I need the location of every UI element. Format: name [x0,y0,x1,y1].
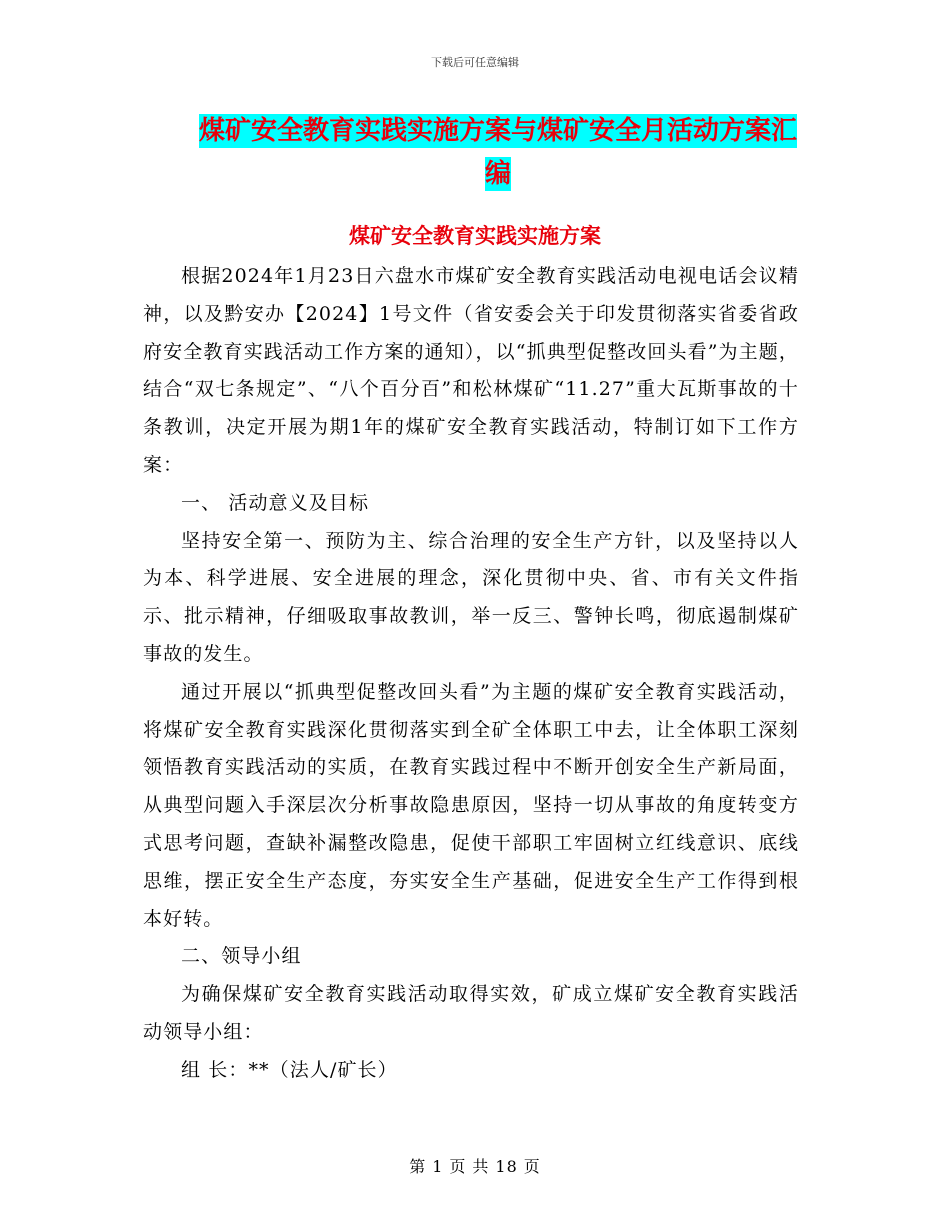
paragraph-intro: 根据2024年1月23日六盘水市煤矿安全教育实践活动电视电话会议精神，以及黔安办【2024】1号文件（省安委会关于印发贯彻落实省委省政府安全教育实践活动工作方案的通知），以“抓典型促整改回头看”为主题，结合“双七条规定”、“八个百分百”和松林煤矿“11.27”重大瓦斯事故的十条教训，决定开展为期1年的煤矿安全教育实践活动，特制订如下工作方案： [143,265,799,476]
document-title-line1: 煤矿安全教育实践实施方案与煤矿安全月活动方案汇 [198,116,797,146]
leader-line: 组 长：**（法人/矿长） [181,1058,398,1081]
footer-suffix: 页 [523,1157,541,1176]
document-title [192,110,804,196]
paragraph-goal: 通过开展以“抓典型促整改回头看”为主题的煤矿安全教育实践活动，将煤矿安全教育实践深化贯彻落实到全矿全体职工中去，让全体职工深刻领悟教育实践活动的实质，在教育实践过程中不断开创安全生产新局面，从典型问题入手深层次分析事故隐患原因，坚持一切从事故的角度转变方式思考问题，查缺补漏整改隐患，促使干部职工牢固树立红线意识、底线思维，摆正安全生产态度，夯实安全生产基础，促进安全生产工作得到根本好转。 [143,680,799,930]
document-body [143,258,799,1090]
heading-purpose: 一、 活动意义及目标 [181,491,370,514]
heading-leadership: 二、领导小组 [181,945,302,968]
footer-total-prefix: 共 [472,1157,490,1176]
document-title-line2: 编 [484,159,511,189]
footer-prefix: 第 [409,1157,427,1176]
footer-current-page: 1 [432,1157,444,1176]
header-note: 下载后可任意编辑 [431,56,519,69]
paragraph-purpose: 坚持安全第一、预防为主、综合治理的安全生产方针，以及坚持以人为本、科学进展、安全进展的理念，深化贯彻中央、省、市有关文件指示、批示精神，仔细吸取事故教训，举一反三、警钟长鸣，彻底遏制煤矿事故的发生。 [143,529,799,665]
page-footer [0,1154,950,1177]
section-title: 煤矿安全教育实践实施方案 [349,224,601,248]
footer-page-word: 页 [449,1157,467,1176]
paragraph-leadership: 为确保煤矿安全教育实践活动取得实效，矿成立煤矿安全教育实践活动领导小组： [143,983,799,1043]
footer-total-pages: 18 [495,1157,518,1176]
